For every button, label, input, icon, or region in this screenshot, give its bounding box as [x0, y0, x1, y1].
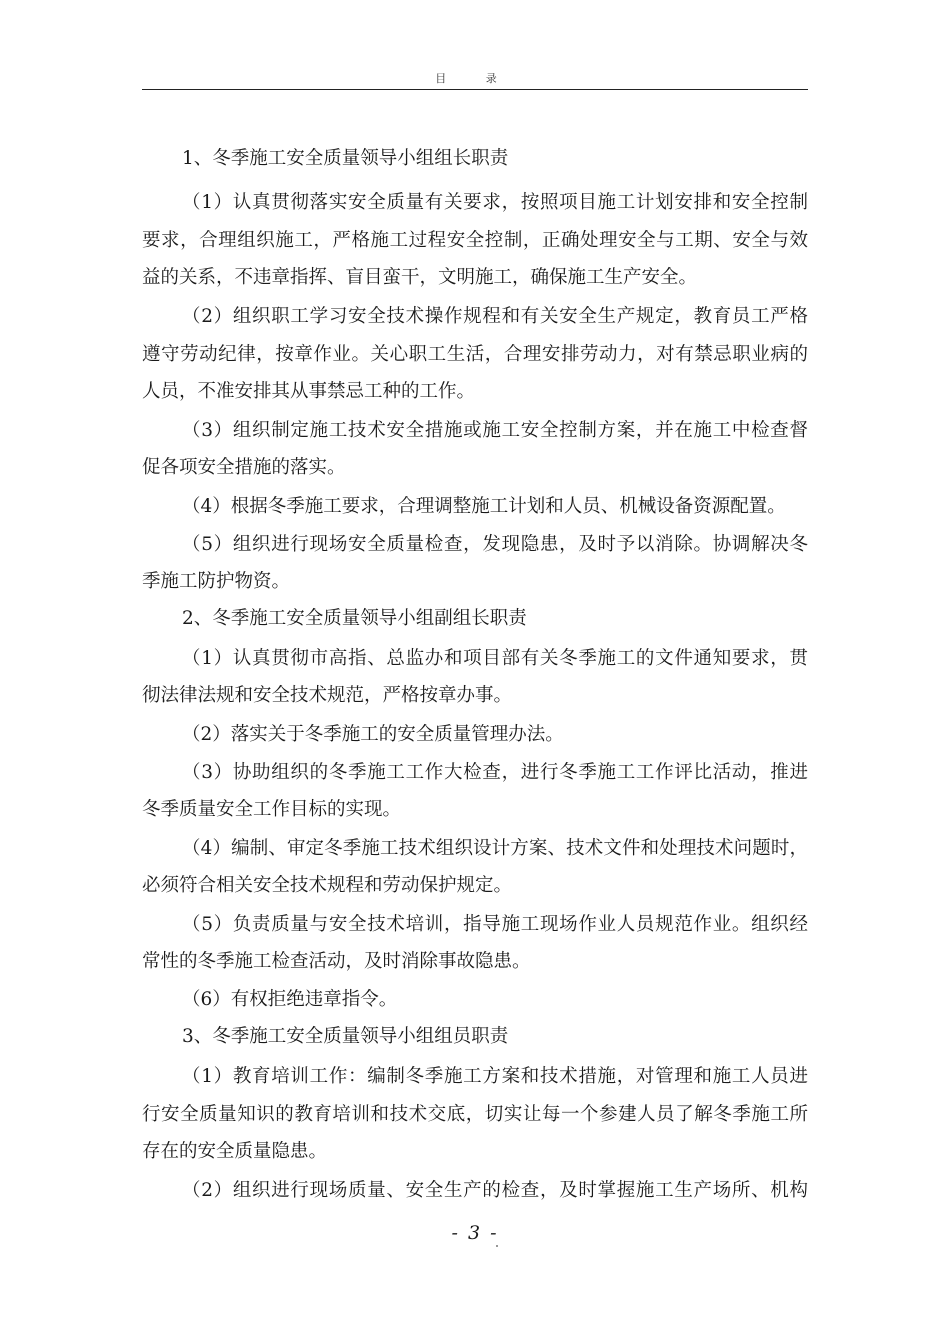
paragraph-line: （1）教育培训工作：编制冬季施工方案和技术措施，对管理和施工人员进	[182, 1066, 808, 1087]
page-number: - 3 -	[451, 1222, 499, 1244]
footer-dot	[496, 1245, 498, 1247]
paragraph-line: 遵守劳动纪律，按章作业。关心职工生活，合理安排劳动力，对有禁忌职业病的	[142, 344, 808, 365]
paragraph-line: 彻法律法规和安全技术规范，严格按章办事。	[142, 685, 513, 706]
paragraph-line: （1）认真贯彻落实安全质量有关要求，按照项目施工计划安排和安全控制	[182, 192, 808, 213]
paragraph-line: （2）组织进行现场质量、安全生产的检查，及时掌握施工生产场所、机构	[182, 1180, 808, 1201]
paragraph-line: 益的关系，不违章指挥、盲目蛮干，文明施工，确保施工生产安全。	[142, 267, 698, 288]
section-heading-3: 3、冬季施工安全质量领导小组组员职责	[182, 1026, 509, 1047]
paragraph-line: 必须符合相关安全技术规程和劳动保护规定。	[142, 875, 513, 896]
paragraph-line: 存在的安全质量隐患。	[142, 1141, 328, 1162]
section-heading-2: 2、冬季施工安全质量领导小组副组长职责	[182, 608, 527, 629]
paragraph-line: 要求，合理组织施工，严格施工过程安全控制，正确处理安全与工期、安全与效	[142, 230, 808, 251]
paragraph-line: （6）有权拒绝违章指令。	[182, 989, 398, 1010]
paragraph-line: （3）组织制定施工技术安全措施或施工安全控制方案，并在施工中检查督	[182, 420, 808, 441]
paragraph-line: （5）负责质量与安全技术培训，指导施工现场作业人员规范作业。组织经	[182, 914, 808, 935]
paragraph-line: （4）编制、审定冬季施工技术组织设计方案、技术文件和处理技术问题时，	[182, 838, 808, 859]
paragraph-line: （5）组织进行现场安全质量检查，发现隐患，及时予以消除。协调解决冬	[182, 534, 808, 555]
header-divider	[142, 89, 808, 90]
paragraph-line: 季施工防护物资。	[142, 571, 291, 592]
paragraph-line: 常性的冬季施工检查活动，及时消除事故隐患。	[142, 951, 531, 972]
section-heading-1: 1、冬季施工安全质量领导小组组长职责	[182, 148, 509, 169]
paragraph-line: （2）落实关于冬季施工的安全质量管理办法。	[182, 724, 564, 745]
paragraph-line: （4）根据冬季施工要求，合理调整施工计划和人员、机械设备资源配置。	[182, 496, 786, 517]
paragraph-line: （1）认真贯彻市高指、总监办和项目部有关冬季施工的文件通知要求，贯	[182, 648, 808, 669]
paragraph-line: 人员，不准安排其从事禁忌工种的工作。	[142, 381, 476, 402]
paragraph-line: 促各项安全措施的落实。	[142, 457, 346, 478]
paragraph-line: （2）组织职工学习安全技术操作规程和有关安全生产规定，教育员工严格	[182, 306, 808, 327]
page-header-title: 目 录	[435, 72, 515, 85]
paragraph-line: （3）协助组织的冬季施工工作大检查，进行冬季施工工作评比活动，推进	[182, 762, 808, 783]
paragraph-line: 冬季质量安全工作目标的实现。	[142, 799, 402, 820]
paragraph-line: 行安全质量知识的教育培训和技术交底，切实让每一个参建人员了解冬季施工所	[142, 1104, 808, 1125]
